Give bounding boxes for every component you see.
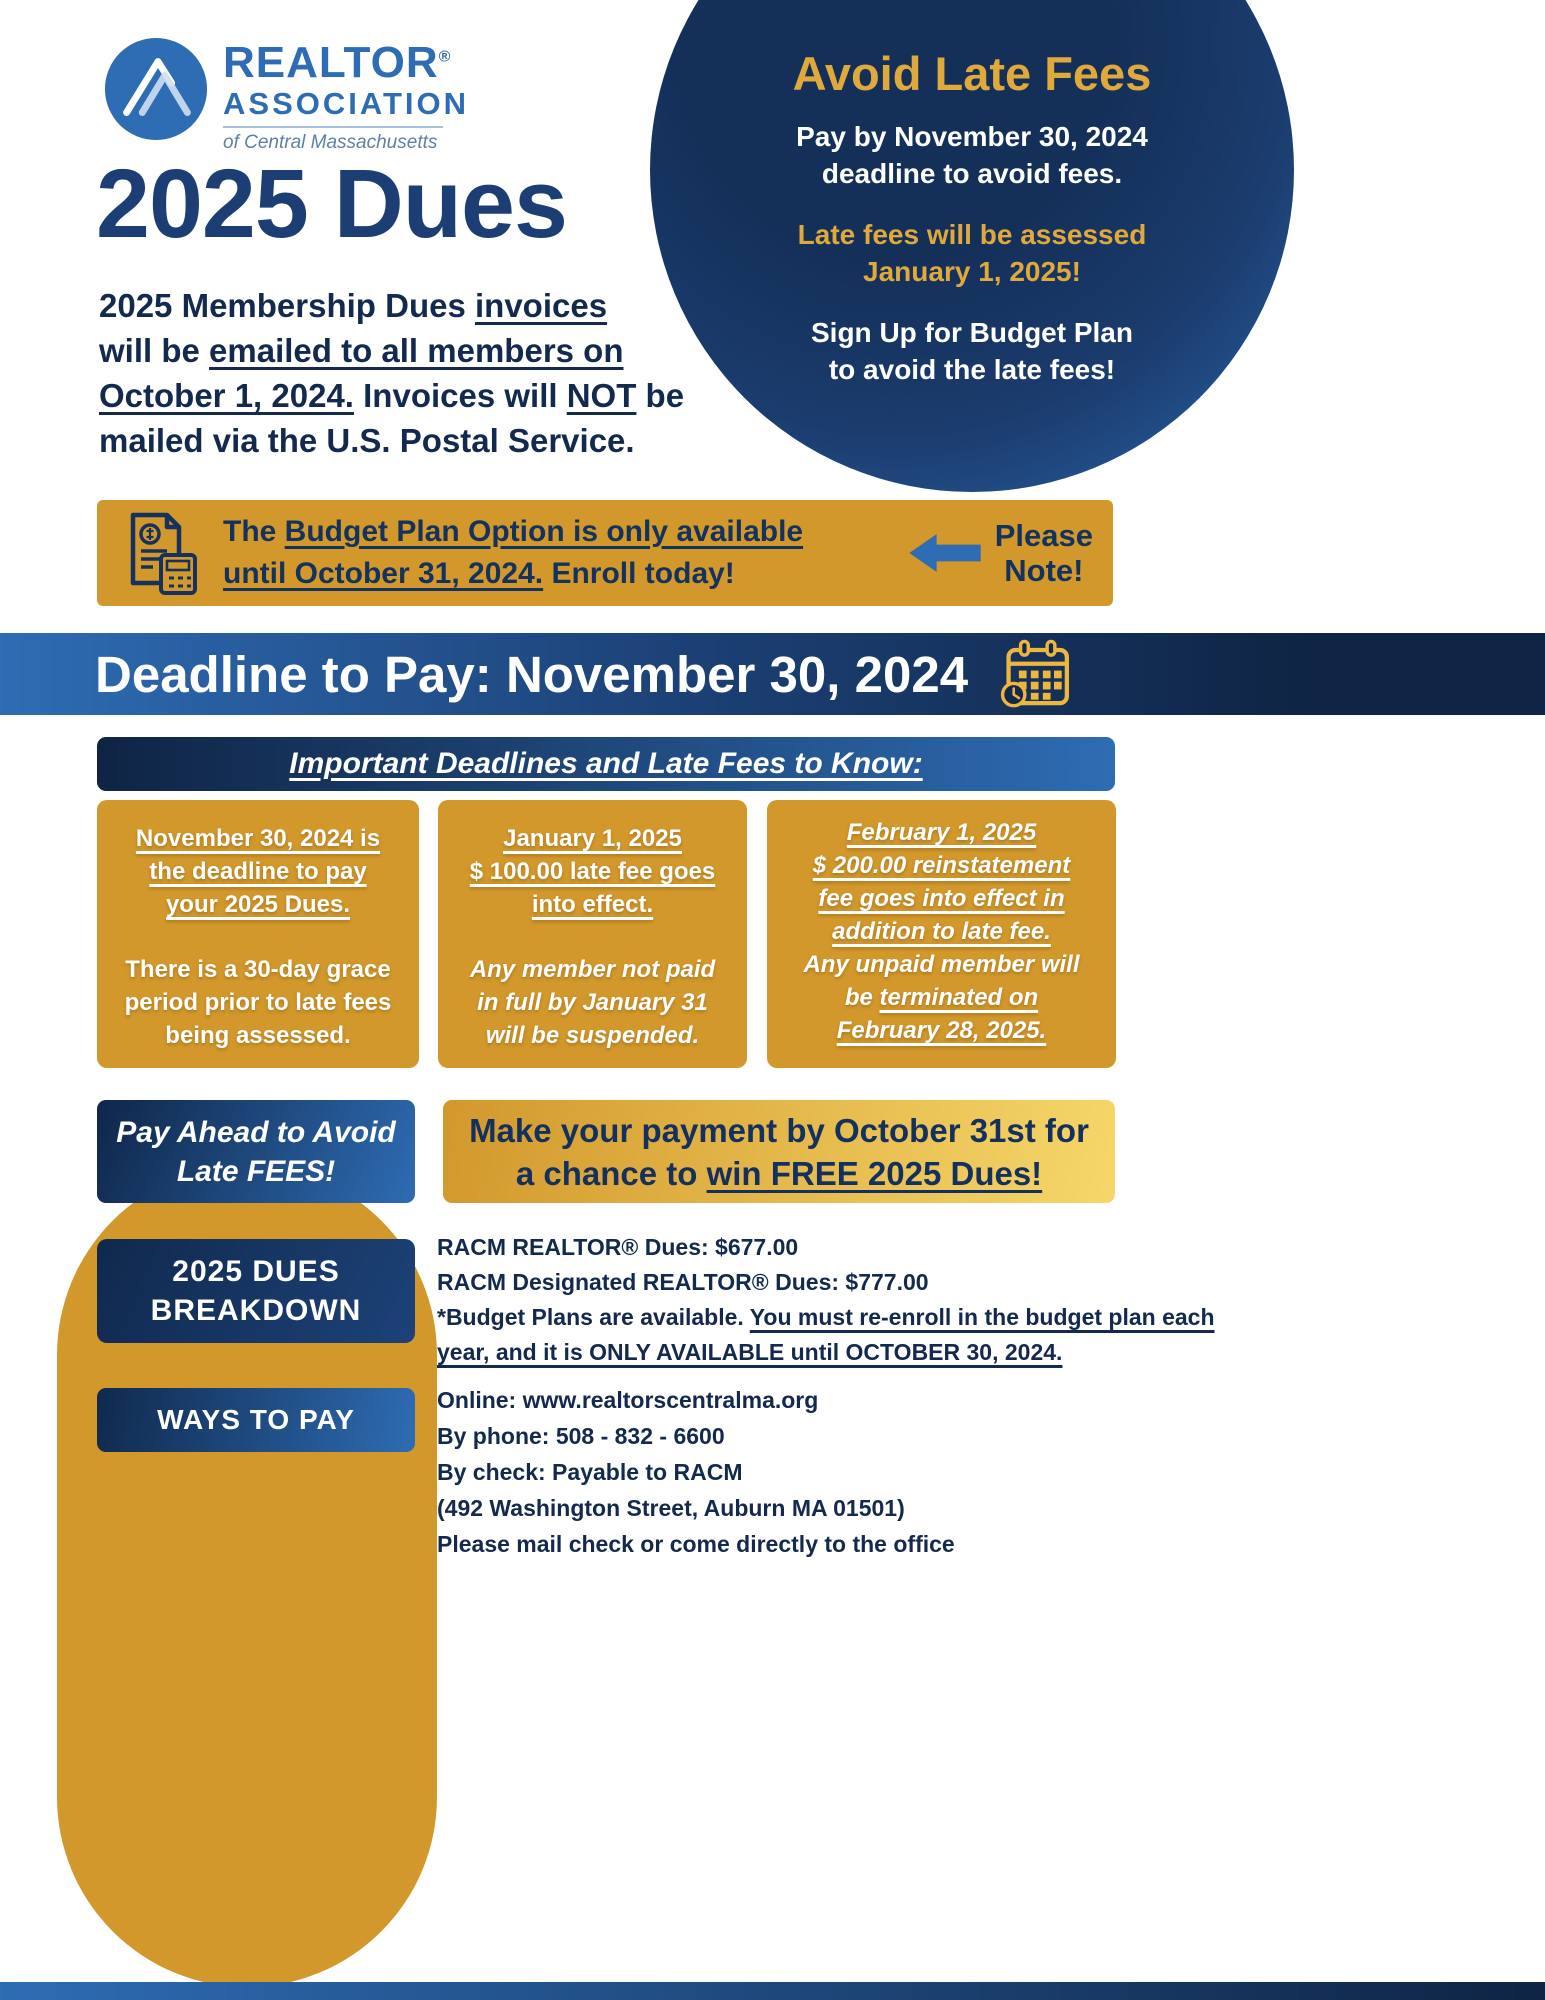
dues-breakdown-text — [437, 1230, 1215, 1370]
deadline-banner-text: Deadline to Pay: November 30, 2024 — [95, 645, 969, 703]
logo-name: REALTOR® — [223, 38, 452, 87]
pay-mail-note-line: Please mail check or come directly to the office — [437, 1531, 955, 1557]
intro-line: October 1, 2024. Invoices will NOT be — [99, 377, 685, 414]
important-deadlines-text: Important Deadlines and Late Fees to Know: — [289, 747, 923, 780]
intro-paragraph — [99, 283, 684, 463]
logo-registered-mark: ® — [438, 48, 452, 66]
deadline-card-february — [767, 800, 1116, 1068]
bubble-title: Avoid Late Fees — [792, 47, 1152, 100]
pay-address-line: (492 Washington Street, Auburn MA 01501) — [437, 1495, 905, 1521]
page-title: 2025 Dues — [96, 149, 567, 258]
calendar-icon — [968, 638, 1074, 710]
ways-to-pay-text — [437, 1382, 955, 1562]
logo-divider — [223, 126, 443, 128]
card-body: There is a 30-day grace period prior to late fees being assessed. — [124, 956, 392, 1049]
deadline-banner — [0, 633, 1545, 715]
bubble-late-fee-text: Late fees will be assessed January 1, 2025! — [797, 218, 1147, 287]
please-note-label: Please Note! — [994, 518, 1093, 588]
dues-line-realtor: RACM REALTOR® Dues: $677.00 — [437, 1234, 799, 1260]
intro-line: mailed via the U.S. Postal Service. — [99, 422, 635, 459]
note-line: until October 31, 2024. Enroll today! — [223, 557, 735, 590]
card-heading: November 30, 2024 is the deadline to pay your 2025 Dues. — [135, 825, 381, 918]
pay-online-line: Online: www.realtorscentralma.org — [437, 1387, 819, 1413]
pay-ahead-card: Pay Ahead to Avoid Late FEES! — [97, 1100, 415, 1203]
bottom-bar — [0, 1982, 1545, 2000]
logo-tagline: of Central Massachusetts — [223, 131, 438, 153]
intro-line: will be emailed to all members on — [99, 332, 624, 369]
card-body: Any member not paid in full by January 31 will be suspended. — [469, 956, 716, 1049]
avoid-late-fees-bubble — [650, 0, 1294, 492]
pay-phone-line: By phone: 508 - 832 - 6600 — [437, 1423, 725, 1449]
bubble-budget-plan-text: Sign Up for Budget Plan to avoid the late fees! — [811, 316, 1133, 385]
logo-text — [223, 36, 469, 154]
dues-line-budget-plan: *Budget Plans are available. You must re-enroll in the budget plan each — [437, 1304, 1215, 1330]
logo — [103, 36, 469, 154]
bubble-deadline-text: Pay by November 30, 2024 deadline to avoid fees. — [796, 121, 1148, 189]
intro-line: 2025 Membership Dues invoices — [99, 287, 608, 324]
card-heading: January 1, 2025 $ 100.00 late fee goes into effect. — [469, 825, 716, 918]
please-note-banner — [97, 500, 1113, 606]
deadline-card-november — [97, 800, 419, 1068]
logo-org: ASSOCIATION — [223, 86, 469, 122]
card-body: Any unpaid member will be terminated on February 28, 2025. — [803, 951, 1080, 1044]
deadline-card-january — [438, 800, 747, 1068]
invoice-calculator-icon — [97, 511, 201, 595]
ways-to-pay-card: WAYS TO PAY — [97, 1388, 415, 1452]
dues-line-designated: RACM Designated REALTOR® Dues: $777.00 — [437, 1269, 929, 1295]
important-deadlines-header — [97, 737, 1115, 791]
pay-check-line: By check: Payable to RACM — [437, 1459, 743, 1485]
win-free-dues-banner: Make your payment by October 31st for a chance to win FREE 2025 Dues! — [443, 1100, 1115, 1203]
dues-line-budget-plan-2: year, and it is ONLY AVAILABLE until OCTOBER 30, 2024. — [437, 1339, 1063, 1365]
note-banner-text — [223, 511, 907, 595]
realtor-logo-icon — [103, 36, 209, 142]
note-line: The Budget Plan Option is only available — [223, 515, 804, 548]
arrow-left-icon — [907, 532, 995, 574]
dues-breakdown-card: 2025 DUES BREAKDOWN — [97, 1239, 415, 1343]
card-heading: February 1, 2025 $ 200.00 reinstatement fee goes into effect in addition to late fee. — [812, 819, 1071, 945]
bubble-content — [650, 46, 1294, 389]
